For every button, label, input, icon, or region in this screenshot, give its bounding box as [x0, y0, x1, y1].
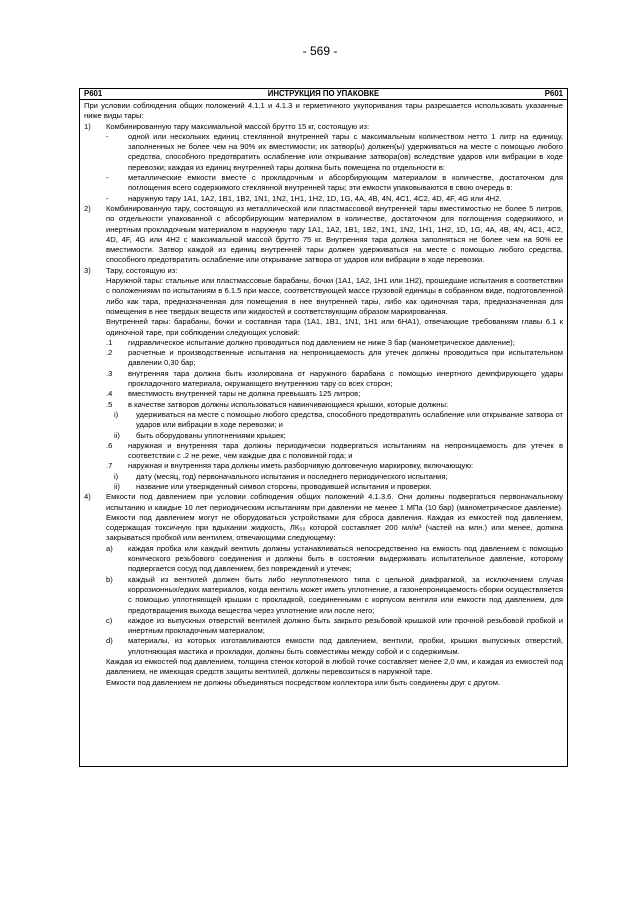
- item-number: 4): [84, 492, 91, 502]
- point-text: каждое из выпускных отверстий вентилей должно быть закрыто резьбовой крышкой или прочной резьбовой пробкой и инертным прокладочным материалом;: [128, 615, 563, 636]
- condition-number: .5: [106, 399, 113, 409]
- outer-packaging-text: Наружной тары: стальные или пластмассовые барабаны, бочки (1A1, 1A2, 1H1 или 1H2), прошедшие испытания в соответствии с положениями по испытаниям в 6.1.5 при массе, соответствующей массе грузовой единицы в собранном виде, подготовленной либо как тара, предназначенная для помещения в нее внутренней тары, либо как одиночная тара, предназначенная для помещения в нее твердых веществ или жидкостей и соответствующим образом маркированная.: [106, 276, 563, 316]
- bullet-item: - металлические емкости вместе с прокладочным и абсорбирующим материалом в количестве, достаточном для поглощения всего содержимого стеклянной внутренней тары; эти емкости упаковываются в свою очередь в:: [106, 173, 563, 193]
- point-item: [84, 636, 563, 657]
- point-item: [84, 544, 563, 575]
- closing-text: Емкости под давлением не должны объединяться посредством коллектора или быть соединены друг с другом.: [106, 677, 501, 687]
- condition-item: [84, 338, 563, 348]
- packing-instruction-table: [79, 88, 568, 767]
- subcondition-number: ii): [114, 481, 120, 491]
- item-3: [84, 266, 563, 276]
- bullet-text: одной или нескольких единиц стеклянной внутренней тары с максимальным количеством нетто 1 литр на единицу, заполненных не более чем на 90% их вместимости; их затвор(ы) должен(ы) удерживаться на месте с помощью любого средства, способного предотвратить ослабление или открывание затвора(ов) вследствие ударов или вибрации в ходе перевозки; каждая из единиц внутренней тары должна быть помещена по отдельности в:: [128, 131, 563, 172]
- condition-item: [84, 369, 563, 390]
- point-letter: b): [106, 574, 113, 584]
- condition-number: .3: [106, 368, 113, 378]
- condition-text: наружная и внутренняя тара должны иметь разборчивую долговечную маркировку, включающую:: [128, 461, 474, 471]
- inner-packaging-text: Внутренней тары: барабаны, бочки и составная тара (1A1, 1B1, 1N1, 1H1 или 6HA1), отвечающие требованиям главы 6.1 к одиночной таре, при соблюдении следующих условий:: [106, 317, 563, 337]
- subcondition-item: [84, 431, 563, 441]
- bullet-item: - наружную тару 1A1, 1A2, 1B1, 1B2, 1N1, 1N2, 1H1, 1H2, 1D, 1G, 4A, 4B, 4N, 4C1, 4C2, 4D, 4F, 4G или 4H2.: [84, 194, 563, 204]
- condition-text: вместимость внутренней тары не должна превышать 125 литров;: [128, 389, 361, 399]
- table-header: [80, 89, 567, 100]
- condition-number: .1: [106, 337, 113, 347]
- subcondition-text: удерживаться на месте с помощью любого средства, способного предотвратить ослабление или открывание затвора от ударов или вибрации в ходе перевозки; и: [136, 409, 563, 430]
- subcondition-number: ii): [114, 430, 120, 440]
- item-4: [84, 492, 563, 543]
- intro-text: При условии соблюдения общих положений 4.1.1 и 4.1.3 и герметичного укупоривания тары разрешается использовать указанные ниже виды тары:: [84, 101, 563, 121]
- item-text: Емкости под давлением при условии соблюдения общих положений 4.1.3.6. Они должны подвергаться первоначальному испытанию и каждые 10 лет периодическим испытаниям при давлении не менее 1 МПа (10 бар) (манометрическое давление). Емкости под давлением могут не оборудоваться устройствами для сброса давления. Каждая из емкостей под давлением, содержащая токсичную при вдыхании жидкость, ЛК₅₀ которой составляет 200 мл/м³ (частей на млн.) или менее, должна закрываться пробкой или вентилем, отвечающими следующему:: [106, 492, 563, 543]
- page-number: - 569 -: [302, 44, 338, 58]
- item-text: Тару, состоящую из:: [106, 265, 178, 275]
- subcondition-item: [84, 410, 563, 431]
- condition-item: [84, 389, 563, 399]
- subcondition-item: [84, 472, 563, 482]
- subcondition-text: дату (месяц, год) первоначального испытания и последнего периодического испытания;: [136, 471, 448, 481]
- item-text: Комбинированную тару, состоящую из металлической или пластмассовой внутренней тары вместимостью не более 5 литров, по отдельности упакованной с абсорбирующим материалом в количестве, достаточном для поглощения содержимого, и инертным прокладочным материалом в наружную тару 1A1, 1A2, 1B1, 1B2, 1N1, 1N2, 1H1, 1H2, 1D, 1G, 4A, 4B, 4N, 4C1, 4C2, 4D, 4F, 4G или 4H2 с максимальной массой брутто 75 кг. Внутренняя тара должна заполняться не более чем на 90% ее вместимости. Затвор каждой из единиц внутренней тары должен удерживаться на месте с помощью любого средства, способного предотвратить ослабление или открывание затвора от ударов или вибрации в ходе перевозки.: [106, 203, 563, 265]
- condition-text: в качестве затворов должны использоваться навинчивающиеся крышки, которые должны:: [128, 399, 449, 409]
- closing-text: Каждая из емкостей под давлением, толщина стенок которой в любой точке составляет менее 2,0 мм, и каждая из емкостей под давлением, не имеющая средств защиты вентилей, должны перевозиться в наружной таре.: [106, 657, 563, 677]
- subcondition-item: [84, 482, 563, 492]
- condition-text: внутренняя тара должна быть изолирована от наружного барабана с помощью инертного демпфирующего удары прокладочного материала, окружающего внутреннюю тару со всех сторон;: [128, 368, 563, 389]
- item-2: [84, 204, 563, 266]
- condition-text: гидравлическое испытание должно проводиться под давлением не ниже 3 бар (манометрическое давление);: [128, 337, 515, 347]
- condition-item: [84, 400, 563, 410]
- item-number: 1): [84, 121, 91, 131]
- subcondition-number: i): [114, 471, 119, 481]
- condition-item: [84, 441, 563, 462]
- point-item: [84, 575, 563, 616]
- point-letter: a): [106, 543, 113, 553]
- subcondition-number: i): [114, 409, 119, 419]
- point-item: [84, 616, 563, 637]
- condition-text: наружная и внутренняя тара должны периодически подвергаться испытаниям на непроницаемость для утечек в соответствии с .2 не реже, чем каждые два с половиной года; и: [128, 440, 563, 461]
- item-1: [84, 122, 563, 132]
- bullet-text: металлические емкости вместе с прокладочным и абсорбирующим материалом в количестве, достаточном для поглощения всего содержимого стеклянной внутренней тары; эти емкости упаковываются в свою очередь в:: [128, 173, 563, 193]
- condition-text: расчетные и производственные испытания на непроницаемость для утечек должны проводиться при испытательном давлении 0,30 бар;: [128, 348, 563, 368]
- item-number: 2): [84, 203, 91, 213]
- bullet-item: - одной или нескольких единиц стеклянной внутренней тары с максимальным количеством нетто 1 литр на единицу, заполненных не более чем на 90% их вместимости; их затвор(ы) должен(ы) удерживаться на месте с помощью любого средства, способного предотвратить ослабление или открывание затвора(ов) вследствие ударов или вибрации в ходе перевозки; каждая из единиц внутренней тары должна быть помещена по отдельности в:: [106, 131, 563, 172]
- header-code-left: P601: [84, 89, 103, 98]
- bullet-text: наружную тару 1A1, 1A2, 1B1, 1B2, 1N1, 1N2, 1H1, 1H2, 1D, 1G, 4A, 4B, 4N, 4C1, 4C2, 4D, 4F, 4G или 4H2.: [128, 193, 502, 203]
- item-text: Комбинированную тару максимальной массой брутто 15 кг, состоящую из:: [106, 121, 370, 131]
- header-code-right: P601: [544, 89, 563, 98]
- point-text: материалы, из которых изготавливаются емкости под давлением, вентили, пробки, крышки выпускных отверстий, уплотняющая мастика и прокладки, должны быть совместимы между собой и с содержимым.: [128, 636, 563, 656]
- condition-number: .4: [106, 389, 113, 399]
- table-body: [80, 100, 567, 688]
- condition-number: .2: [106, 348, 113, 358]
- point-text: каждая пробка или каждый вентиль должны устанавливаться непосредственно на емкость под давлением с помощью конического резьбового соединения и должны быть в состоянии выдерживать испытательное давление, которому подвергается сосуд под давлением, без повреждений и утечек;: [128, 543, 563, 574]
- subcondition-text: название или утвержденный символ стороны, проводившей испытания и проверки.: [136, 481, 432, 491]
- condition-number: .6: [106, 440, 113, 450]
- point-letter: d): [106, 636, 113, 646]
- condition-number: .7: [106, 461, 113, 471]
- point-text: каждый из вентилей должен быть либо неуплотняемого типа с цельной диафрагмой, за исключением случая коррозионных/едких материалов, когда вентиль может иметь уплотнение, а газонепроницаемость сборки осуществляется с помощью уплотняющей крышки с прокладкой, соединенными с корпусом вентиля или емкости под давлением, для предотвращения выхода вещества через уплотнение или после него;: [128, 574, 563, 615]
- item-number: 3): [84, 265, 91, 275]
- header-title: ИНСТРУКЦИЯ ПО УПАКОВКЕ: [267, 89, 380, 98]
- point-letter: c): [106, 615, 113, 625]
- condition-item: [84, 461, 563, 471]
- subcondition-text: быть оборудованы уплотнениями крышек;: [136, 430, 286, 440]
- condition-item: [84, 348, 563, 369]
